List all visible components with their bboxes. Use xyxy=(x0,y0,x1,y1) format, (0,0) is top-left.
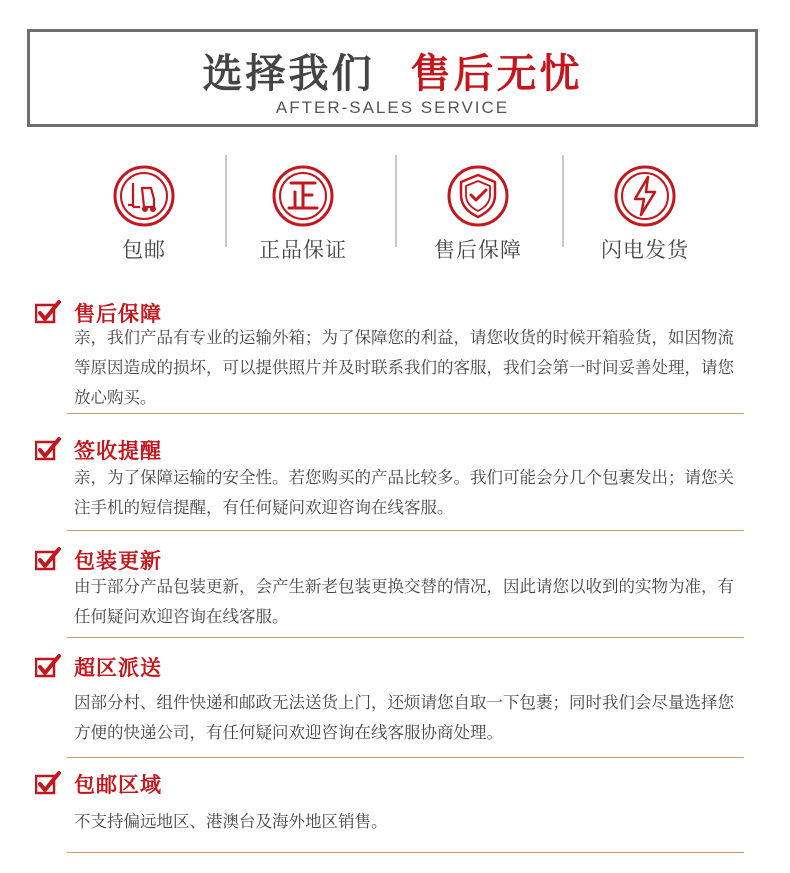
section-divider xyxy=(67,530,744,531)
feature-after-sales xyxy=(403,150,553,270)
forklift-icon xyxy=(111,163,177,229)
section-divider xyxy=(67,757,744,758)
section-body: 由于部分产品包装更新，会产生新老包装更换交替的情况，因此请您以收到的实物为准，有任何疑问欢迎咨询在线客服。 xyxy=(74,577,734,626)
section-divider xyxy=(67,413,744,414)
shield-check-icon xyxy=(445,163,511,229)
section-divider xyxy=(67,637,744,638)
feature-authentic xyxy=(228,150,378,270)
checkbox-checked-icon xyxy=(35,654,61,678)
feature-label: 包邮 xyxy=(122,238,166,262)
page-subtitle: AFTER-SALES SERVICE xyxy=(275,98,510,117)
divider xyxy=(562,155,564,247)
feature-label: 售后保障 xyxy=(434,238,522,262)
feature-row xyxy=(0,150,790,270)
section-divider xyxy=(67,852,744,853)
checkbox-checked-icon xyxy=(35,300,61,324)
feature-free-shipping xyxy=(69,150,219,270)
feature-label: 闪电发货 xyxy=(601,238,689,262)
divider xyxy=(225,155,227,247)
header-banner xyxy=(27,29,758,127)
lightning-icon xyxy=(612,163,678,229)
feature-label: 正品保证 xyxy=(259,238,347,262)
section-body: 不支持偏远地区、港澳台及海外地区销售。 xyxy=(74,812,388,831)
section-title: 超区派送 xyxy=(74,656,162,680)
divider xyxy=(395,155,397,247)
section-body: 因部分村、组件快递和邮政无法送货上门，还烦请您自取一下包裹；同时我们会尽量选择您方便的快递公司，有任何疑问欢迎咨询在线客服协商处理。 xyxy=(74,693,734,742)
feature-fast-delivery xyxy=(570,150,720,270)
checkbox-checked-icon xyxy=(35,437,61,461)
section-title: 售后保障 xyxy=(74,302,162,326)
section-title: 包邮区域 xyxy=(74,773,162,797)
checkbox-checked-icon xyxy=(35,547,61,571)
section-title: 包装更新 xyxy=(74,549,162,573)
section-body: 亲，我们产品有专业的运输外箱；为了保障您的利益，请您收货的时候开箱验货，如因物流等原因造成的损坏，可以提供照片并及时联系我们的客服，我们会第一时间妥善处理，请您放心购买。 xyxy=(74,328,734,407)
checkbox-checked-icon xyxy=(35,771,61,795)
title-left: 选择我们 xyxy=(202,51,375,97)
section-body: 亲，为了保障运输的安全性。若您购买的产品比较多。我们可能会分几个包裹发出；请您关注手机的短信提醒，有任何疑问欢迎咨询在线客服。 xyxy=(74,468,734,517)
section-title: 签收提醒 xyxy=(74,439,162,463)
title-right: 售后无忧 xyxy=(410,51,583,97)
page-title xyxy=(30,42,755,99)
authentic-seal-icon xyxy=(270,163,336,229)
